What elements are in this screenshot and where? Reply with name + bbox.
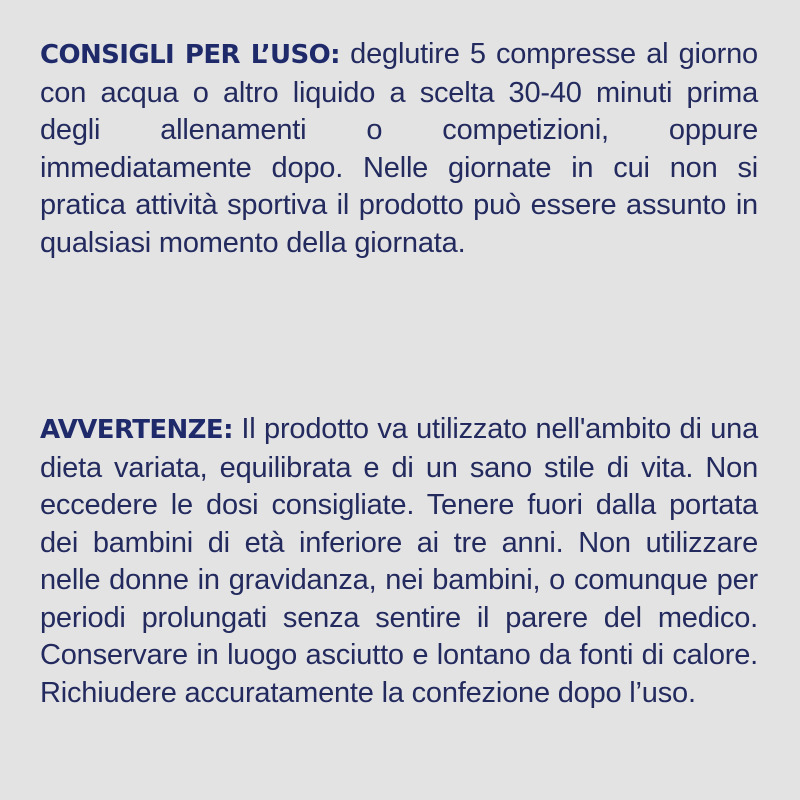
warnings-text: Il prodotto va utilizzato nell'ambito di una dieta variata, equilibrata e di un sano stile di vita. Non eccedere le dosi consigliate. Tenere fuori dalla portata dei bambini di età inferiore ai tre anni. Non utilizzare nelle donne in gravidanza, nei bambini, o comunque per periodi prolungati senza sentire il parere del medico. Conservare in luogo asciutto e lontano da fonti di calore. Richiudere accuratamente la confezione dopo l’uso. — [40, 413, 758, 709]
warnings-heading: AVVERTENZE: — [40, 415, 233, 445]
warnings — [40, 411, 758, 712]
usage-text: deglutire 5 compresse al giorno con acqua o altro liquido a scelta 30-40 minuti prima degli allenamenti o competizioni, oppure immediatamente dopo. Nelle giornate in cui non si pratica attività sportiva il prodotto può essere assunto in qualsiasi momento della giornata. — [40, 38, 758, 259]
usage-heading: CONSIGLI PER L’USO: — [40, 40, 340, 70]
usage-instructions — [40, 36, 758, 262]
